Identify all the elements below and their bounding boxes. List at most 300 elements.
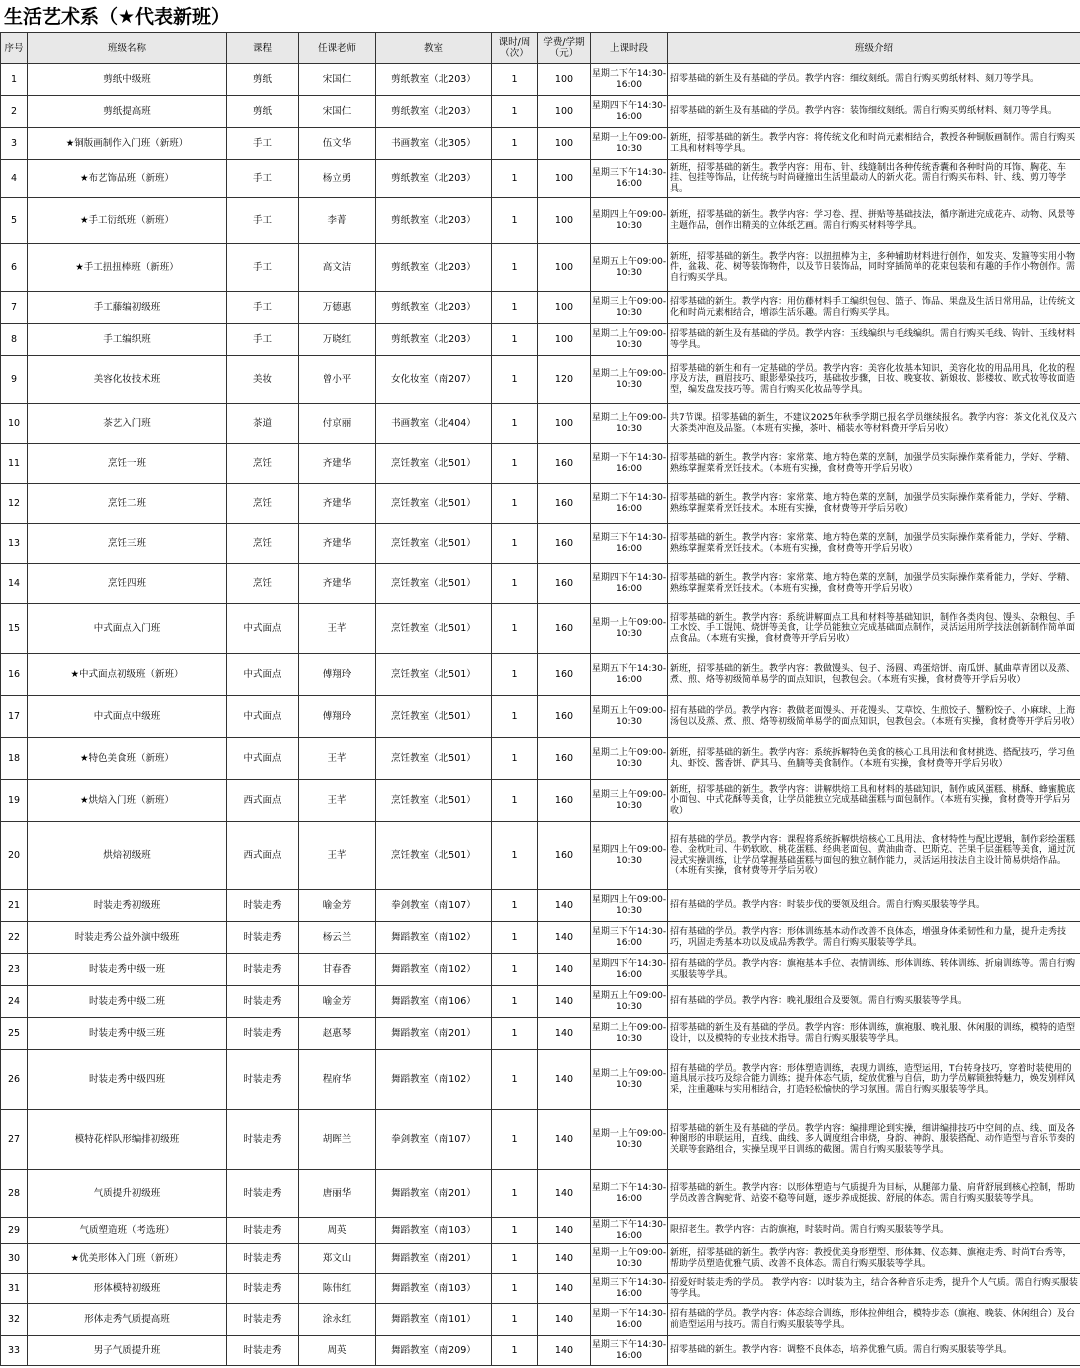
row-number: 6 (1, 244, 28, 292)
row-number: 12 (1, 484, 28, 524)
fee: 160 (538, 524, 591, 564)
table-row (1, 1018, 1080, 1050)
course: 时装走秀 (227, 890, 299, 922)
hours-per-week: 1 (492, 604, 538, 654)
row-number: 2 (1, 96, 28, 128)
table-row (1, 890, 1080, 922)
row-number: 11 (1, 444, 28, 484)
teacher: 高文洁 (299, 244, 376, 292)
classroom: 拳剑教室（南107） (376, 890, 492, 922)
row-number: 8 (1, 324, 28, 356)
classroom: 舞蹈教室（南106） (376, 986, 492, 1018)
table-row (1, 484, 1080, 524)
class-name: 茶艺入门班 (28, 404, 227, 444)
class-name: 烹饪四班 (28, 564, 227, 604)
teacher: 伍文华 (299, 128, 376, 160)
hours-per-week: 1 (492, 822, 538, 890)
fee: 160 (538, 654, 591, 696)
classroom: 舞蹈教室（南201） (376, 1244, 492, 1274)
table-row (1, 604, 1080, 654)
class-name: ★布艺饰品班（新班） (28, 160, 227, 198)
classroom: 烹饪教室（北501） (376, 654, 492, 696)
fee: 160 (538, 484, 591, 524)
schedule: 星期四下午14:30-16:00 (591, 96, 668, 128)
schedule: 星期二上午09:00-10:30 (591, 1018, 668, 1050)
classroom: 舞蹈教室（南201） (376, 1170, 492, 1218)
classroom: 剪纸教室（北203） (376, 160, 492, 198)
hours-per-week: 1 (492, 198, 538, 244)
introduction: 新班，招零基础的新生。教学内容：将传统文化和时尚元素相结合，教授各种铜版画制作。需自行购买工具和材料等学具。 (668, 128, 1080, 160)
row-number: 10 (1, 404, 28, 444)
hours-per-week: 1 (492, 484, 538, 524)
class-name: 时装走秀中级一班 (28, 954, 227, 986)
introduction: 招爱好时装走秀的学员。 教学内容：以时装为主，结合各种音乐走秀，提升个人气质。需自行购买服装等学具。 (668, 1274, 1080, 1304)
class-name: 形体走秀气质提高班 (28, 1304, 227, 1336)
schedule: 星期一上午09:00-10:30 (591, 1244, 668, 1274)
course: 时装走秀 (227, 1336, 299, 1366)
fee: 160 (538, 780, 591, 822)
class-name: 手工编织班 (28, 324, 227, 356)
schedule: 星期三上午09:00-10:30 (591, 292, 668, 324)
classroom: 舞蹈教室（南201） (376, 1018, 492, 1050)
table-row (1, 324, 1080, 356)
hours-per-week: 1 (492, 96, 538, 128)
classroom: 烹饪教室（北501） (376, 738, 492, 780)
class-name: 时装走秀公益外演中级班 (28, 922, 227, 954)
introduction: 招零基础的新生及有基础的学员。教学内容：玉线编织与毛线编织。需自行购买毛线、钩针、玉线材料等学具。 (668, 324, 1080, 356)
header-time: 上课时段 (591, 33, 668, 64)
introduction: 招有基础的学员。教学内容：时装步伐的要领及组合。需自行购买服装等学具。 (668, 890, 1080, 922)
row-number: 31 (1, 1274, 28, 1304)
fee: 140 (538, 890, 591, 922)
teacher: 喻金芳 (299, 890, 376, 922)
fee: 140 (538, 1170, 591, 1218)
classroom: 烹饪教室（北501） (376, 564, 492, 604)
table-row (1, 1050, 1080, 1110)
fee: 160 (538, 696, 591, 738)
hours-per-week: 1 (492, 780, 538, 822)
fee: 160 (538, 822, 591, 890)
class-name: 烹饪一班 (28, 444, 227, 484)
schedule: 星期一上午09:00-10:30 (591, 128, 668, 160)
hours-per-week: 1 (492, 986, 538, 1018)
course: 手工 (227, 198, 299, 244)
teacher: 傅翔玲 (299, 654, 376, 696)
classroom: 书画教室（北404） (376, 404, 492, 444)
classroom: 烹饪教室（北501） (376, 524, 492, 564)
classroom: 舞蹈教室（南103） (376, 1218, 492, 1244)
course: 剪纸 (227, 96, 299, 128)
class-name: 手工藤编初级班 (28, 292, 227, 324)
table-row (1, 1274, 1080, 1304)
table-row (1, 356, 1080, 404)
introduction: 招零基础的新生。教学内容：家常菜、地方特色菜的烹制，加强学员实际操作菜肴能力，学好、学精、熟练掌握菜肴烹饪技术。（本班有实操，食材费等开学后另收） (668, 564, 1080, 604)
class-name: 气质提升初级班 (28, 1170, 227, 1218)
course: 时装走秀 (227, 922, 299, 954)
class-name: 烘焙初级班 (28, 822, 227, 890)
table-row (1, 292, 1080, 324)
row-number: 14 (1, 564, 28, 604)
row-number: 3 (1, 128, 28, 160)
class-name: 男子气质提升班 (28, 1336, 227, 1366)
schedule: 星期四上午09:00-10:30 (591, 198, 668, 244)
fee: 100 (538, 244, 591, 292)
hours-per-week: 1 (492, 244, 538, 292)
class-name: ★铜版画制作入门班（新班） (28, 128, 227, 160)
row-number: 19 (1, 780, 28, 822)
classroom: 剪纸教室（北203） (376, 96, 492, 128)
classroom: 烹饪教室（北501） (376, 822, 492, 890)
introduction: 新班，招零基础的新生。教学内容：讲解烘焙工具和材料的基础知识，制作戚风蛋糕、桃酥、蜂蜜脆底小面包、中式花酥等美食，让学员能独立完成基础蛋糕与面包制作。（本班有实操，食材费等开学后另收） (668, 780, 1080, 822)
classroom: 烹饪教室（北501） (376, 444, 492, 484)
row-number: 18 (1, 738, 28, 780)
schedule: 星期二上午09:00-10:30 (591, 356, 668, 404)
schedule: 星期三下午14:30-16:00 (591, 1336, 668, 1366)
hours-per-week: 1 (492, 324, 538, 356)
row-number: 4 (1, 160, 28, 198)
course: 烹饪 (227, 444, 299, 484)
introduction: 招零基础的新生。教学内容：调整不良体态，培养优雅气质。需自行购买服装等学具。 (668, 1336, 1080, 1366)
hours-per-week: 1 (492, 954, 538, 986)
introduction: 招有基础的学员。教学内容：旗袍基本手位、表情训练、形体训练、转体训练、折扇训练等。需自行购买服装等学具。 (668, 954, 1080, 986)
class-name: 时装走秀中级二班 (28, 986, 227, 1018)
hours-per-week: 1 (492, 1218, 538, 1244)
introduction: 招零基础的新生和有一定基础的学员。教学内容：美容化妆基本知识，美容化妆的用品用具，化妆的程序及方法，画眉技巧、眼影晕染技巧，基础妆步骤，日妆、晚宴妆、新娘妆、影楼妆、欧式妆等妆面造型，编发盘发技巧等。需自行购买化妆品等学具。 (668, 356, 1080, 404)
schedule: 星期四上午09:00-10:30 (591, 890, 668, 922)
introduction: 招有基础的学员。教学内容：课程将系统拆解烘焙核心工具用法、食材特性与配比逻辑，制作彩绘蛋糕卷、金枕吐司、牛奶软欧、桃花蛋糕、经典老面包、黄油曲奇、巴斯克、芒果千层蛋糕等美食，通过沉浸式实操训练，让学员掌握基础蛋糕与面包的独立制作能力，灵活运用技法自主设计简易烘焙作品。（本班有实操，食材费等开学后另收） (668, 822, 1080, 890)
table-row (1, 922, 1080, 954)
table-row (1, 444, 1080, 484)
teacher: 宋国仁 (299, 64, 376, 96)
header-course: 课程 (227, 33, 299, 64)
class-name: 时装走秀初级班 (28, 890, 227, 922)
classroom: 烹饪教室（北501） (376, 484, 492, 524)
hours-per-week: 1 (492, 444, 538, 484)
classroom: 烹饪教室（北501） (376, 780, 492, 822)
hours-per-week: 1 (492, 564, 538, 604)
class-name: 时装走秀中级三班 (28, 1018, 227, 1050)
table-row (1, 404, 1080, 444)
teacher: 郑文山 (299, 1244, 376, 1274)
row-number: 1 (1, 64, 28, 96)
course: 手工 (227, 128, 299, 160)
course: 美妆 (227, 356, 299, 404)
class-name: 时装走秀中级四班 (28, 1050, 227, 1110)
row-number: 25 (1, 1018, 28, 1050)
class-name: ★手工扭扭棒班（新班） (28, 244, 227, 292)
teacher: 王芊 (299, 738, 376, 780)
hours-per-week: 1 (492, 128, 538, 160)
teacher: 曾小平 (299, 356, 376, 404)
classroom: 舞蹈教室（南101） (376, 1304, 492, 1336)
header-intro: 班级介绍 (668, 33, 1080, 64)
fee: 100 (538, 128, 591, 160)
schedule: 星期二上午09:00-10:30 (591, 404, 668, 444)
fee: 100 (538, 160, 591, 198)
class-name: 中式面点入门班 (28, 604, 227, 654)
teacher: 赵惠琴 (299, 1018, 376, 1050)
class-name: 模特花样队形编排初级班 (28, 1110, 227, 1170)
hours-per-week: 1 (492, 1018, 538, 1050)
row-number: 27 (1, 1110, 28, 1170)
teacher: 齐建华 (299, 524, 376, 564)
row-number: 33 (1, 1336, 28, 1366)
hours-per-week: 1 (492, 1336, 538, 1366)
teacher: 喻金芳 (299, 986, 376, 1018)
teacher: 甘春香 (299, 954, 376, 986)
class-name: 剪纸中级班 (28, 64, 227, 96)
hours-per-week: 1 (492, 292, 538, 324)
fee: 140 (538, 1018, 591, 1050)
table-row (1, 1304, 1080, 1336)
course: 时装走秀 (227, 1244, 299, 1274)
classroom: 剪纸教室（北203） (376, 64, 492, 96)
row-number: 13 (1, 524, 28, 564)
classroom: 剪纸教室（北203） (376, 244, 492, 292)
schedule: 星期五上午09:00-10:30 (591, 244, 668, 292)
hours-per-week: 1 (492, 64, 538, 96)
schedule: 星期五上午09:00-10:30 (591, 696, 668, 738)
table-row (1, 1170, 1080, 1218)
row-number: 21 (1, 890, 28, 922)
fee: 100 (538, 96, 591, 128)
introduction: 招有基础的学员。教学内容：晚礼服组合及要领。需自行购买服装等学具。 (668, 986, 1080, 1018)
teacher: 宋国仁 (299, 96, 376, 128)
hours-per-week: 1 (492, 404, 538, 444)
row-number: 17 (1, 696, 28, 738)
table-row (1, 654, 1080, 696)
introduction: 招有基础的学员。教学内容：形体塑造训练，表现力训练，造型运用，T台转身技巧，穿着时装使用的道具展示技巧及综合能力训练；提升体态气质，绽放优雅与自信，助力学员解锁独特魅力，焕发别样风采，注重趣味与实用相结合，打造轻松愉快的学习氛围。需自行购买服装等学具。 (668, 1050, 1080, 1110)
teacher: 齐建华 (299, 484, 376, 524)
class-name: 形体模特初级班 (28, 1274, 227, 1304)
course: 烹饪 (227, 564, 299, 604)
teacher: 杨云兰 (299, 922, 376, 954)
schedule: 星期三下午14:30-16:00 (591, 922, 668, 954)
teacher: 陈伟红 (299, 1274, 376, 1304)
teacher: 付京丽 (299, 404, 376, 444)
fee: 140 (538, 986, 591, 1018)
fee: 100 (538, 404, 591, 444)
teacher: 傅翔玲 (299, 696, 376, 738)
row-number: 9 (1, 356, 28, 404)
fee: 140 (538, 1244, 591, 1274)
classroom: 舞蹈教室（南103） (376, 1274, 492, 1304)
teacher: 程府华 (299, 1050, 376, 1110)
table-header (1, 33, 1080, 64)
teacher: 唐丽华 (299, 1170, 376, 1218)
classroom: 舞蹈教室（南102） (376, 922, 492, 954)
introduction: 招零基础的新生及有基础的学员。教学内容：细纹刻纸。需自行购买剪纸材料、刻刀等学具。 (668, 64, 1080, 96)
course: 时装走秀 (227, 986, 299, 1018)
row-number: 30 (1, 1244, 28, 1274)
fee: 140 (538, 1218, 591, 1244)
table-row (1, 96, 1080, 128)
introduction: 招零基础的新生。教学内容：家常菜、地方特色菜的烹制，加强学员实际操作菜肴能力，学好、学精、熟练掌握菜肴烹饪技术。（本班有实操，食材费等开学后另收） (668, 524, 1080, 564)
table-row (1, 198, 1080, 244)
fee: 100 (538, 198, 591, 244)
schedule: 星期二下午14:30-16:00 (591, 1170, 668, 1218)
row-number: 29 (1, 1218, 28, 1244)
fee: 160 (538, 738, 591, 780)
fee: 140 (538, 1274, 591, 1304)
course: 中式面点 (227, 738, 299, 780)
class-name: ★烘焙入门班（新班） (28, 780, 227, 822)
fee: 140 (538, 922, 591, 954)
table-row (1, 954, 1080, 986)
introduction: 招零基础的新生及有基础的学员。教学内容：装饰细纹刻纸。需自行购买剪纸材料、刻刀等学具。 (668, 96, 1080, 128)
course: 时装走秀 (227, 1050, 299, 1110)
course: 剪纸 (227, 64, 299, 96)
class-name: 烹饪三班 (28, 524, 227, 564)
header-fee: 学费/学期（元） (538, 33, 591, 64)
hours-per-week: 1 (492, 1274, 538, 1304)
course: 时装走秀 (227, 1110, 299, 1170)
introduction: 共7节课。招零基础的新生，不建议2025年秋季学期已报名学员继续报名。教学内容：茶文化礼仪及六大茶类冲泡及品鉴。（本班有实操，茶叶、桶装水等材料费开学后另收） (668, 404, 1080, 444)
teacher: 涂永红 (299, 1304, 376, 1336)
hours-per-week: 1 (492, 654, 538, 696)
table-row (1, 160, 1080, 198)
classroom: 拳剑教室（南107） (376, 1110, 492, 1170)
fee: 160 (538, 444, 591, 484)
classroom: 书画教室（北305） (376, 128, 492, 160)
teacher: 齐建华 (299, 444, 376, 484)
row-number: 15 (1, 604, 28, 654)
row-number: 16 (1, 654, 28, 696)
fee: 120 (538, 356, 591, 404)
course: 手工 (227, 292, 299, 324)
teacher: 王芊 (299, 822, 376, 890)
course: 茶道 (227, 404, 299, 444)
table-row (1, 1110, 1080, 1170)
course: 时装走秀 (227, 954, 299, 986)
schedule: 星期一下午14:30-16:00 (591, 444, 668, 484)
course: 时装走秀 (227, 1304, 299, 1336)
row-number: 20 (1, 822, 28, 890)
header-no: 序号 (1, 33, 28, 64)
hours-per-week: 1 (492, 922, 538, 954)
hours-per-week: 1 (492, 160, 538, 198)
class-name: 气质塑造班（考选班） (28, 1218, 227, 1244)
course: 烹饪 (227, 524, 299, 564)
schedule: 星期一上午09:00-10:30 (591, 1110, 668, 1170)
fee: 100 (538, 292, 591, 324)
classroom: 舞蹈教室（南102） (376, 1050, 492, 1110)
class-table (0, 32, 1080, 1366)
classroom: 剪纸教室（北203） (376, 292, 492, 324)
hours-per-week: 1 (492, 524, 538, 564)
classroom: 舞蹈教室（南209） (376, 1336, 492, 1366)
classroom: 烹饪教室（北501） (376, 604, 492, 654)
hours-per-week: 1 (492, 696, 538, 738)
teacher: 王芊 (299, 604, 376, 654)
course: 中式面点 (227, 696, 299, 738)
course: 中式面点 (227, 654, 299, 696)
fee: 140 (538, 1050, 591, 1110)
introduction: 新班，招零基础的新生。教学内容：用布、针、线缝制出各种传统香囊和各种时尚的耳饰、胸花、车挂、包挂等饰品，让传统与时尚碰撞出生活里最动人的新火花。需自行购买布料、针、线、剪刀等学具。 (668, 160, 1080, 198)
course: 时装走秀 (227, 1018, 299, 1050)
schedule: 星期二下午14:30-16:00 (591, 64, 668, 96)
schedule: 星期三下午14:30-16:00 (591, 160, 668, 198)
course: 时装走秀 (227, 1274, 299, 1304)
table-row (1, 244, 1080, 292)
fee: 160 (538, 564, 591, 604)
schedule: 星期二上午09:00-10:30 (591, 324, 668, 356)
page-title: 生活艺术系（★代表新班） (4, 6, 231, 28)
introduction: 新班，招零基础的新生。教学内容：教授优美身形塑型、形体舞、仪态舞、旗袍走秀、时尚T台秀等，帮助学员塑造优雅气质、改善不良体态。需自行购买服装等学具。 (668, 1244, 1080, 1274)
class-name: ★特色美食班（新班） (28, 738, 227, 780)
schedule: 星期五上午09:00-10:30 (591, 986, 668, 1018)
table-row (1, 780, 1080, 822)
table-row (1, 1244, 1080, 1274)
introduction: 新班，招零基础的新生。教学内容：以扭扭棒为主，多种辅助材料进行创作，如发夹、发箍等实用小物件，盆栽、花、树等装饰物件，以及节日装饰品，同时穿插简单的花束包装和有趣的手作小物创作。需自行购买学具。 (668, 244, 1080, 292)
introduction: 限招老生。教学内容：古韵旗袍，时装时尚。需自行购买服装等学具。 (668, 1218, 1080, 1244)
introduction: 招零基础的新生及有基础的学员。教学内容：形体训练，旗袍服、晚礼服、休闲服的训练，模特的造型设计，以及模特的专业技术指导。需自行购买服装等学具。 (668, 1018, 1080, 1050)
teacher: 周英 (299, 1336, 376, 1366)
teacher: 胡晖兰 (299, 1110, 376, 1170)
row-number: 23 (1, 954, 28, 986)
row-number: 32 (1, 1304, 28, 1336)
teacher: 周英 (299, 1218, 376, 1244)
course: 中式面点 (227, 604, 299, 654)
hours-per-week: 1 (492, 738, 538, 780)
schedule: 星期五下午14:30-16:00 (591, 654, 668, 696)
schedule: 星期四下午14:30-16:00 (591, 954, 668, 986)
schedule: 星期二下午14:30-16:00 (591, 484, 668, 524)
table-row (1, 738, 1080, 780)
schedule: 星期一下午14:30-16:00 (591, 1304, 668, 1336)
class-name: ★手工衍纸班（新班） (28, 198, 227, 244)
schedule: 星期四上午09:00-10:30 (591, 822, 668, 890)
classroom: 烹饪教室（北501） (376, 696, 492, 738)
fee: 140 (538, 1336, 591, 1366)
class-name: ★优美形体入门班（新班） (28, 1244, 227, 1274)
introduction: 新班，招零基础的新生。教学内容：学习卷、捏、拼贴等基础技法，循序渐进完成花卉、动物、风景等主题作品，创作出精美的立体纸艺画。需自行购买材料等学具。 (668, 198, 1080, 244)
introduction: 招零基础的新生。教学内容：系统讲解面点工具和材料等基础知识，制作各类肉包、馒头、杂粮包、手工水饺、手工馄饨、烧饼等美食，让学员能独立完成基础面点制作，灵活运用所学技法创新制作简单面点食品。（本班有实操，食材费等开学后另收） (668, 604, 1080, 654)
teacher: 李菁 (299, 198, 376, 244)
row-number: 22 (1, 922, 28, 954)
table-row (1, 64, 1080, 96)
fee: 140 (538, 1110, 591, 1170)
header-teacher: 任课老师 (299, 33, 376, 64)
class-name: 美容化妆技术班 (28, 356, 227, 404)
row-number: 7 (1, 292, 28, 324)
fee: 140 (538, 1304, 591, 1336)
row-number: 24 (1, 986, 28, 1018)
table-row (1, 1336, 1080, 1366)
hours-per-week: 1 (492, 890, 538, 922)
course: 手工 (227, 160, 299, 198)
introduction: 新班，招零基础的新生。教学内容：系统拆解特色美食的核心工具用法和食材挑选、搭配技巧，学习鱼丸、虾饺、酱香饼、萨其马、鱼腩等美食制作。（本班有实操，食材费等开学后另收） (668, 738, 1080, 780)
course: 烹饪 (227, 484, 299, 524)
table-row (1, 524, 1080, 564)
introduction: 招零基础的新生。教学内容：以形体塑造与气质提升为目标，从腿部力量、肩背舒展到核心控制，帮助学员改善含胸驼背、站姿不稳等问题，逐步养成挺拔、舒展的体态。需自行购买服装等学具。 (668, 1170, 1080, 1218)
schedule: 星期三上午09:00-10:30 (591, 780, 668, 822)
course: 时装走秀 (227, 1218, 299, 1244)
table-row (1, 696, 1080, 738)
course: 时装走秀 (227, 1170, 299, 1218)
fee: 160 (538, 604, 591, 654)
schedule: 星期三下午14:30-16:00 (591, 1274, 668, 1304)
header-room: 教室 (376, 33, 492, 64)
class-name: 剪纸提高班 (28, 96, 227, 128)
introduction: 招零基础的新生。教学内容：家常菜、地方特色菜的烹制，加强学员实际操作菜肴能力，学好、学精、熟练掌握菜肴烹饪技术。本班有实操，食材费等开学后另收） (668, 484, 1080, 524)
teacher: 齐建华 (299, 564, 376, 604)
header-hours: 课时/周（次） (492, 33, 538, 64)
header-name: 班级名称 (28, 33, 227, 64)
table-row (1, 822, 1080, 890)
teacher: 王芊 (299, 780, 376, 822)
teacher: 杨立勇 (299, 160, 376, 198)
